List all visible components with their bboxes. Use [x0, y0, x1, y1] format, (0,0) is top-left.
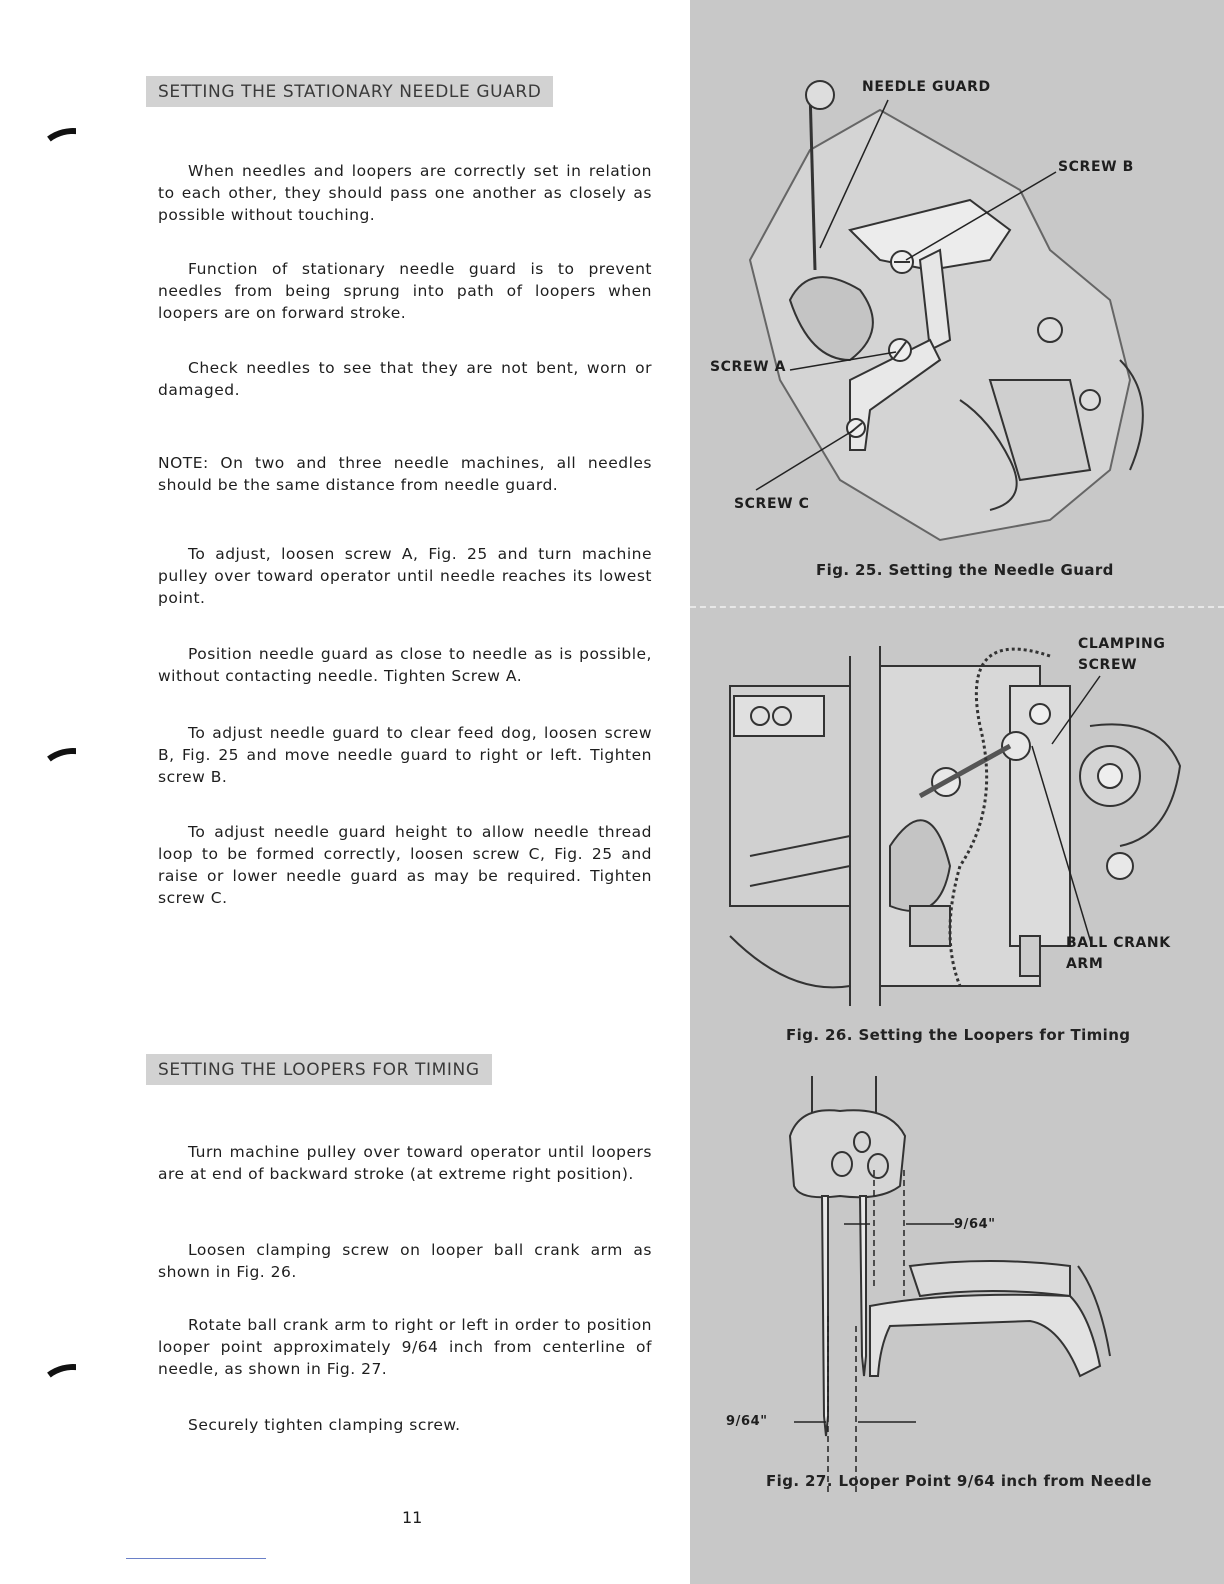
label-needle-guard: NEEDLE GUARD [862, 79, 991, 95]
label-clamping-screw [1078, 634, 1165, 676]
looper-point-illustration [690, 1056, 1224, 1584]
paragraph: When needles and loopers are correctly set in relation to each other, they should pass one another as closely as possible without touching. [158, 162, 652, 224]
label-ball-crank-arm [1066, 933, 1171, 975]
page-number: 11 [402, 1508, 423, 1527]
figure-25-caption: Fig. 25. Setting the Needle Guard [816, 561, 1114, 579]
label-dimension-bottom: 9/64" [726, 1414, 768, 1429]
binder-hole [30, 748, 76, 794]
figure-27-caption: Fig. 27. Looper Point 9/64 inch from Needle [766, 1472, 1152, 1490]
note-paragraph: NOTE: On two and three needle machines, all needles should be the same distance from needle guard. [158, 454, 652, 494]
paragraph: To adjust needle guard to clear feed dog, loosen screw B, Fig. 25 and move needle guard to right or left. Tighten screw B. [158, 724, 652, 786]
paragraph: Turn machine pulley over toward operator until loopers are at end of backward stroke (at extreme right position). [158, 1143, 652, 1183]
label-screw-b: SCREW B [1058, 159, 1134, 175]
paragraph: Rotate ball crank arm to right or left in order to position looper point approximately 9/64 inch from centerline of needle, as shown in Fig. 27. [158, 1316, 652, 1378]
label-ball-crank-line1: BALL CRANK [1066, 935, 1171, 951]
label-dimension-top: 9/64" [954, 1217, 996, 1232]
figure-26-caption: Fig. 26. Setting the Loopers for Timing [786, 1026, 1131, 1044]
figure-panel [690, 0, 1224, 1584]
paragraph: To adjust, loosen screw A, Fig. 25 and turn machine pulley over toward operator until needle reaches its lowest point. [158, 545, 652, 607]
section-heading-needle-guard: SETTING THE STATIONARY NEEDLE GUARD [146, 76, 553, 107]
paragraph: Check needles to see that they are not bent, worn or damaged. [158, 359, 652, 399]
footer-rule [126, 1558, 266, 1559]
paragraph: Function of stationary needle guard is to prevent needles from being sprung into path of loopers when loopers are on forward stroke. [158, 260, 652, 322]
label-screw-c: SCREW C [734, 496, 810, 512]
paragraph: Loosen clamping screw on looper ball crank arm as shown in Fig. 26. [158, 1241, 652, 1281]
section-heading-loopers-timing: SETTING THE LOOPERS FOR TIMING [146, 1054, 492, 1085]
paragraph: Position needle guard as close to needle as is possible, without contacting needle. Tighten Screw A. [158, 645, 652, 685]
figure-27 [690, 1056, 1224, 1584]
label-screw-a: SCREW A [710, 359, 787, 375]
binder-hole [30, 1364, 76, 1410]
figure-26 [690, 606, 1224, 1056]
binder-hole [30, 128, 76, 174]
label-ball-crank-line2: ARM [1066, 956, 1104, 972]
paragraph: Securely tighten clamping screw. [188, 1416, 461, 1434]
figure-25 [690, 0, 1224, 606]
label-clamping-screw-line1: CLAMPING [1078, 636, 1166, 652]
paragraph: To adjust needle guard height to allow needle thread loop to be formed correctly, loosen screw C, Fig. 25 and raise or lower needle guard as may be required. Tighten screw C. [158, 823, 652, 907]
label-clamping-screw-line2: SCREW [1078, 657, 1138, 673]
